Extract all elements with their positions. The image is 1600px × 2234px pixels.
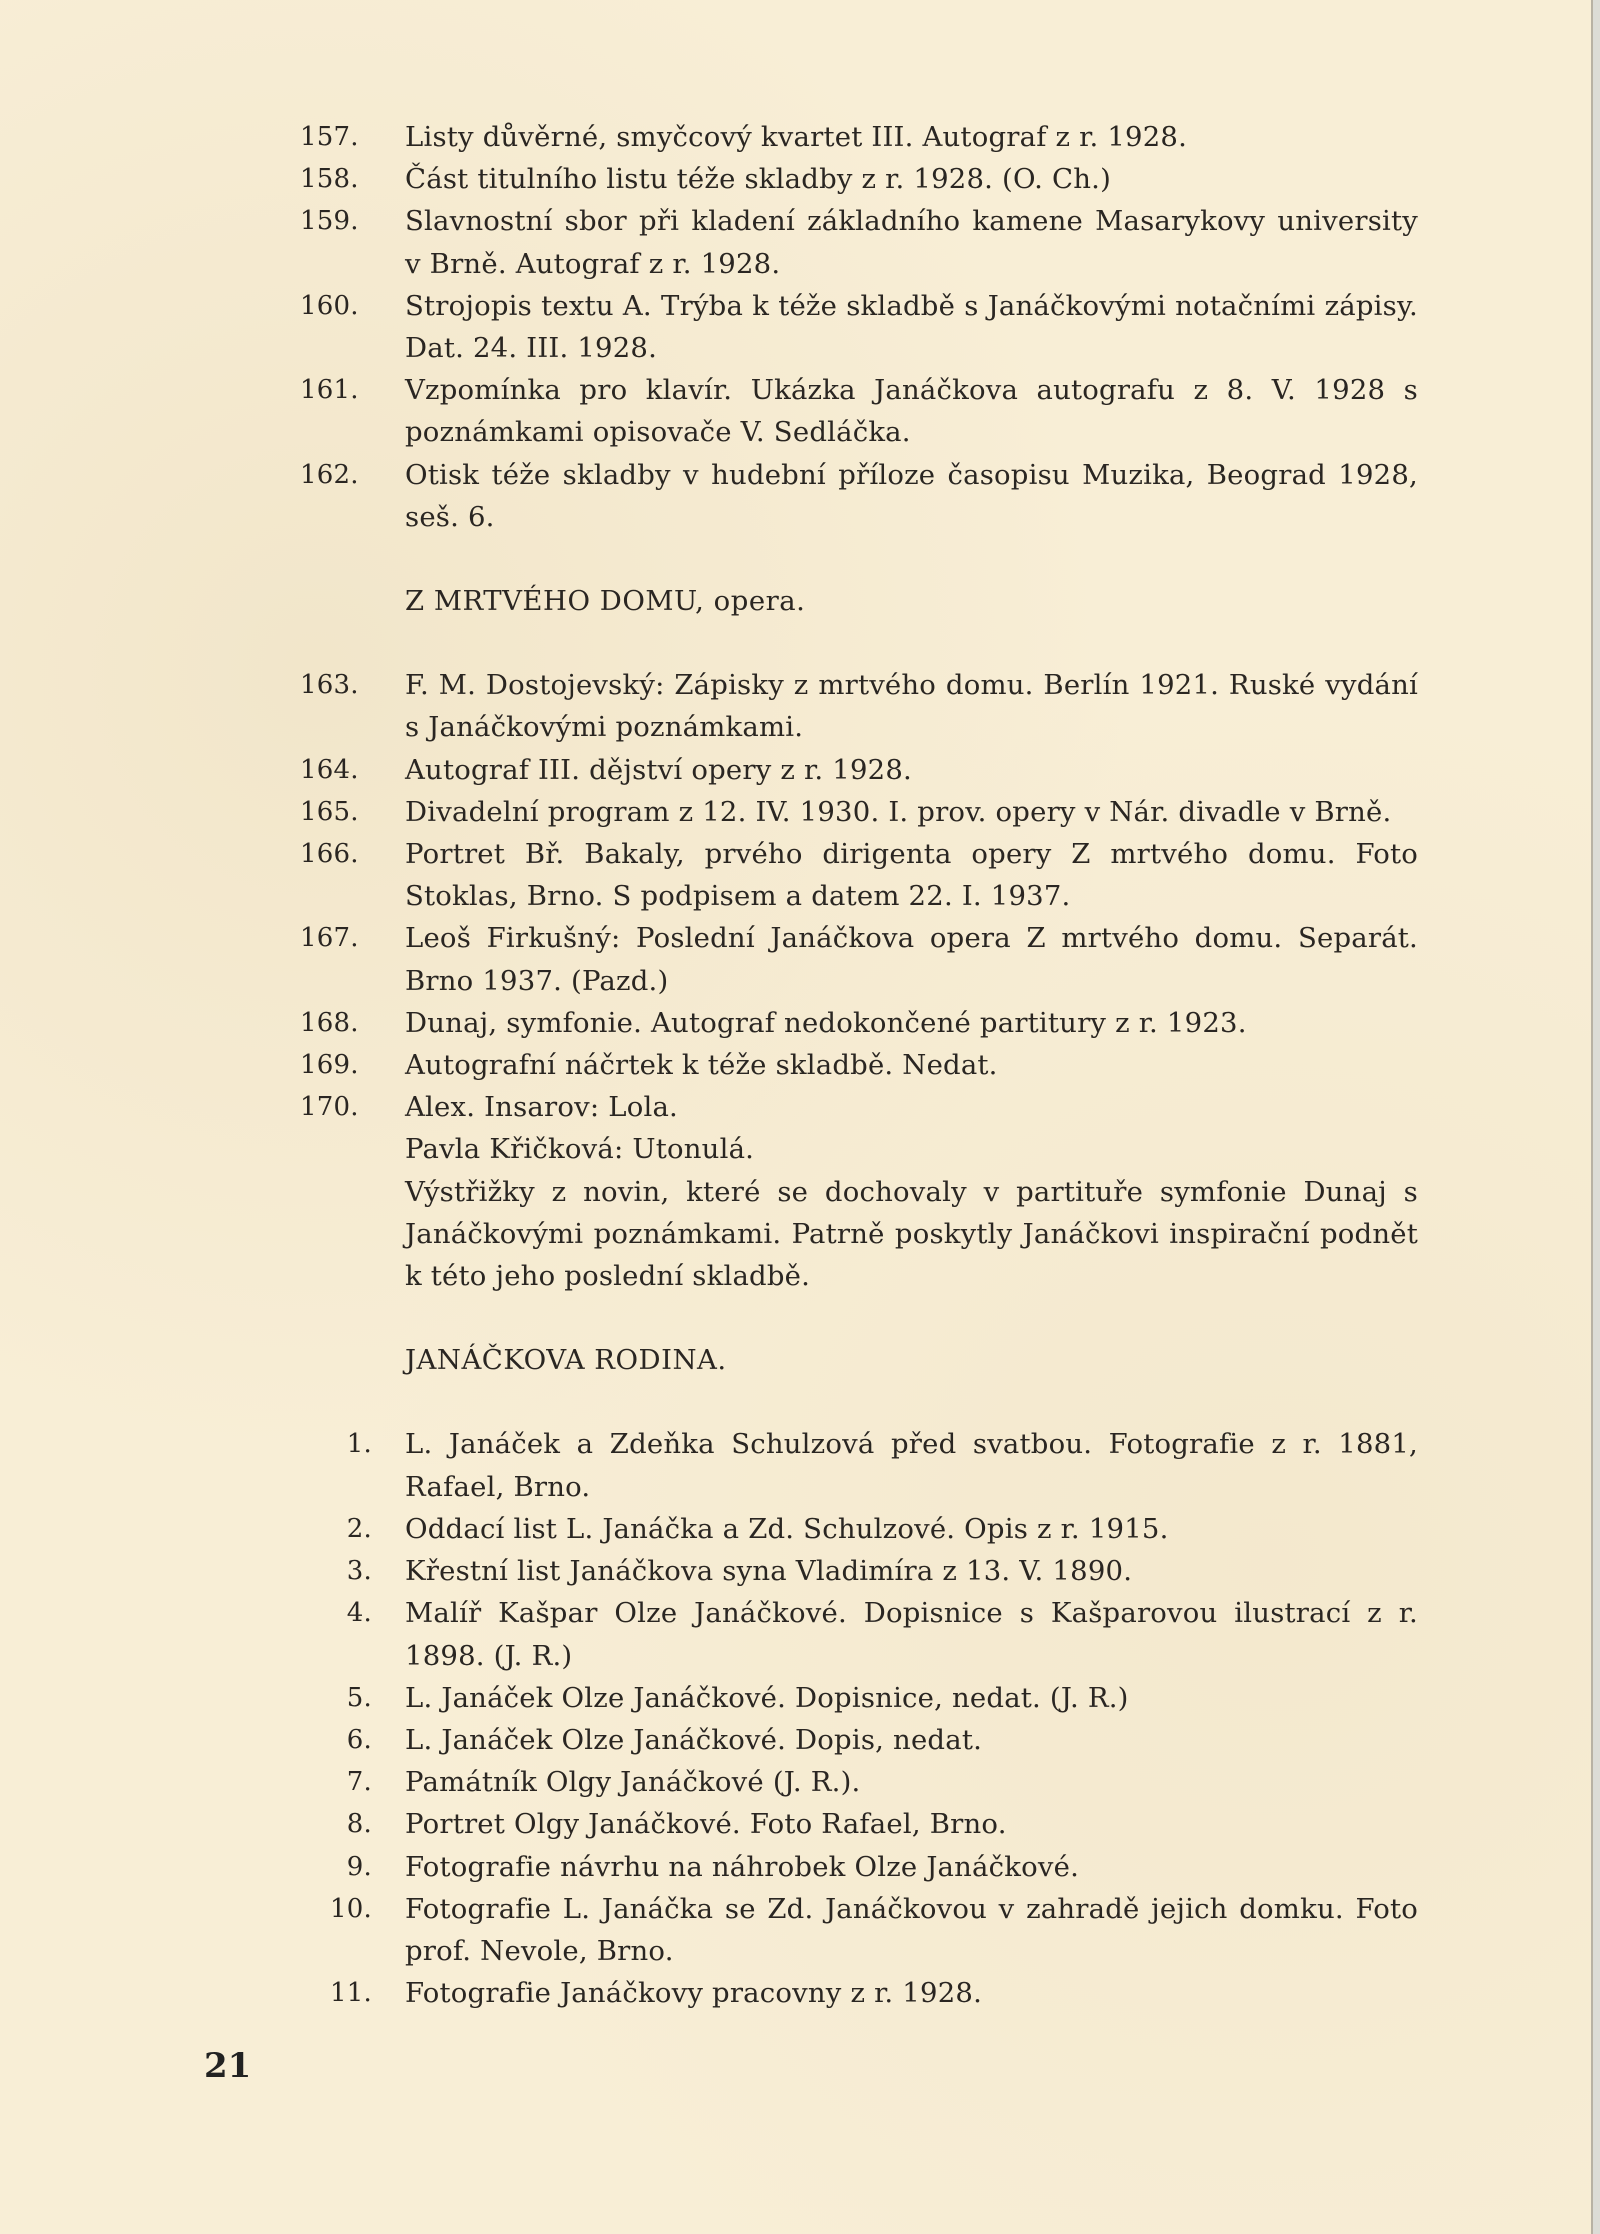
catalog-item [300,1888,1418,1972]
catalog-item [300,200,1418,284]
catalog-item [300,1803,1418,1845]
item-number: 167. [300,923,359,954]
spacer [300,622,1418,664]
item-text: L. Janáček a Zdeňka Schulzová před svatbou. Fotografie z r. 1881, Rafael, Brno. [405,1428,1418,1503]
item-text: Divadelní program z 12. IV. 1930. I. prov. opery v Nár. divadle v Brně. [405,795,1392,828]
item-text: Listy důvěrné, smyčcový kvartet III. Autograf z r. 1928. [405,121,1188,153]
item-text: Křestní list Janáčkova syna Vladimíra z 13. V. 1890. [405,1555,1133,1588]
item-number: 158. [300,164,359,195]
item-text: Strojopis textu A. Trýba k téže skladbě s Janáčkovými notačními zápisy. Dat. 24. III. 1928. [405,289,1418,365]
item-text: Autograf III. dějství opery z r. 1928. [405,753,912,786]
catalog-item [300,791,1418,833]
catalog-item [300,1761,1418,1803]
item-number: 170. [300,1092,359,1123]
catalog-item [300,285,1418,369]
item-text: Portret Olgy Janáčkové. Foto Rafael, Brno. [405,1808,1007,1841]
catalog-item [300,1550,1418,1592]
section-heading: Z MRTVÉHO DOMU, opera. [405,585,806,618]
item-number: 5. [346,1682,372,1713]
section-catalog-items-157-162 [300,116,1418,538]
item-text: Fotografie L. Janáčka se Zd. Janáčkovou v zahradě jejich domku. Foto prof. Nevole, Brno. [405,1892,1418,1967]
catalog-item [300,1592,1418,1676]
item-text: Oddací list L. Janáčka a Zd. Schulzové. Opis z r. 1915. [405,1512,1169,1545]
catalog-item [300,1002,1418,1044]
item-number: 168. [300,1007,359,1038]
item-number: 2. [346,1513,372,1544]
item-number: 3. [346,1556,372,1587]
item-text: L. Janáček Olze Janáčkové. Dopis, nedat. [405,1723,983,1756]
section-heading: JANÁČKOVA RODINA. [405,1344,727,1377]
catalog-item [300,833,1418,917]
spacer [300,1381,1418,1423]
catalog-item [300,1846,1418,1888]
item-text: Vzpomínka pro klavír. Ukázka Janáčkova autografu z 8. V. 1928 s poznámkami opisovače V. Sedláčka. [405,374,1418,449]
catalog-item [300,749,1418,791]
catalog-item [300,369,1418,453]
item-text-line: Výstřižky z novin, které se dochovaly v partituře symfonie Dunaj s Janáčkovými poznámkami. Patrně poskytly Janáčkovi inspirační podnět k této jeho poslední skladbě. [405,1175,1418,1293]
item-number: 163. [300,670,359,701]
page-number: 21 [204,2046,252,2086]
item-number: 164. [300,754,359,785]
item-text: Dunaj, symfonie. Autograf nedokončené partitury z r. 1923. [405,1006,1247,1039]
catalog-item [300,1423,1418,1507]
catalog-item [300,1508,1418,1550]
item-number: 8. [346,1809,372,1840]
page-edge [1591,0,1593,2234]
catalog-item [300,917,1418,1001]
item-text: Fotografie Janáčkovy pracovny z r. 1928. [405,1977,983,2010]
item-text: Portret Bř. Bakaly, prvého dirigenta opery Z mrtvého domu. Foto Stoklas, Brno. S podpisem a datem 22. I. 1937. [405,838,1418,913]
item-text: Slavnostní sbor při kladení základního kamene Masarykovy university v Brně. Autograf z r. 1928. [405,205,1418,280]
item-text: Fotografie návrhu na náhrobek Olze Janáčkové. [405,1850,1080,1883]
catalog-item [300,1086,1418,1297]
item-number: 166. [300,839,359,870]
spacer [300,1297,1418,1339]
item-text: Památník Olgy Janáčkové (J. R.). [405,1766,861,1799]
item-number: 165. [300,796,359,827]
item-number: 6. [346,1724,372,1755]
item-number: 157. [300,122,359,152]
item-text: Část titulního listu téže skladby z r. 1928. (O. Ch.) [405,163,1112,196]
catalog-content [300,116,1418,2014]
item-number: 9. [346,1851,372,1882]
catalog-item [300,1719,1418,1761]
item-text: Leoš Firkušný: Poslední Janáčkova opera Z mrtvého domu. Separát. Brno 1937. (Pazd.) [405,922,1418,997]
item-text: Malíř Kašpar Olze Janáčkové. Dopisnice s Kašparovou ilustrací z r. 1898. (J. R.) [405,1597,1418,1672]
catalog-item [300,158,1418,200]
item-number: 160. [300,290,359,321]
item-number: 1. [346,1429,372,1460]
spacer [300,538,1418,580]
catalog-item [300,116,1418,158]
item-text: Otisk téže skladby v hudební příloze časopisu Muzika, Beograd 1928, seš. 6. [405,458,1418,533]
item-text: Autografní náčrtek k téže skladbě. Nedat. [405,1049,998,1082]
catalog-item [300,1044,1418,1086]
item-number: 4. [346,1598,372,1629]
catalog-item [300,664,1418,748]
item-text: F. M. Dostojevský: Zápisky z mrtvého domu. Berlín 1921. Ruské vydání s Janáčkovými poznámkami. [405,669,1418,744]
item-number: 10. [330,1893,372,1924]
catalog-item [300,454,1418,538]
item-text: L. Janáček Olze Janáčkové. Dopisnice, nedat. (J. R.) [405,1681,1129,1714]
item-number: 161. [300,375,359,406]
item-number: 169. [300,1050,359,1081]
item-number: 11. [330,1978,372,2009]
catalog-item [300,1972,1418,2014]
catalog-item [300,1677,1418,1719]
item-text-line: Pavla Křičková: Utonulá. [405,1133,755,1166]
item-number: 7. [346,1767,372,1798]
item-number: 162. [300,459,359,490]
item-text-line: Alex. Insarov: Lola. [405,1091,678,1124]
item-number: 159. [300,206,359,237]
section-z-mrtveho-domu [300,580,1418,1297]
section-janackova-rodina [300,1339,1418,2014]
